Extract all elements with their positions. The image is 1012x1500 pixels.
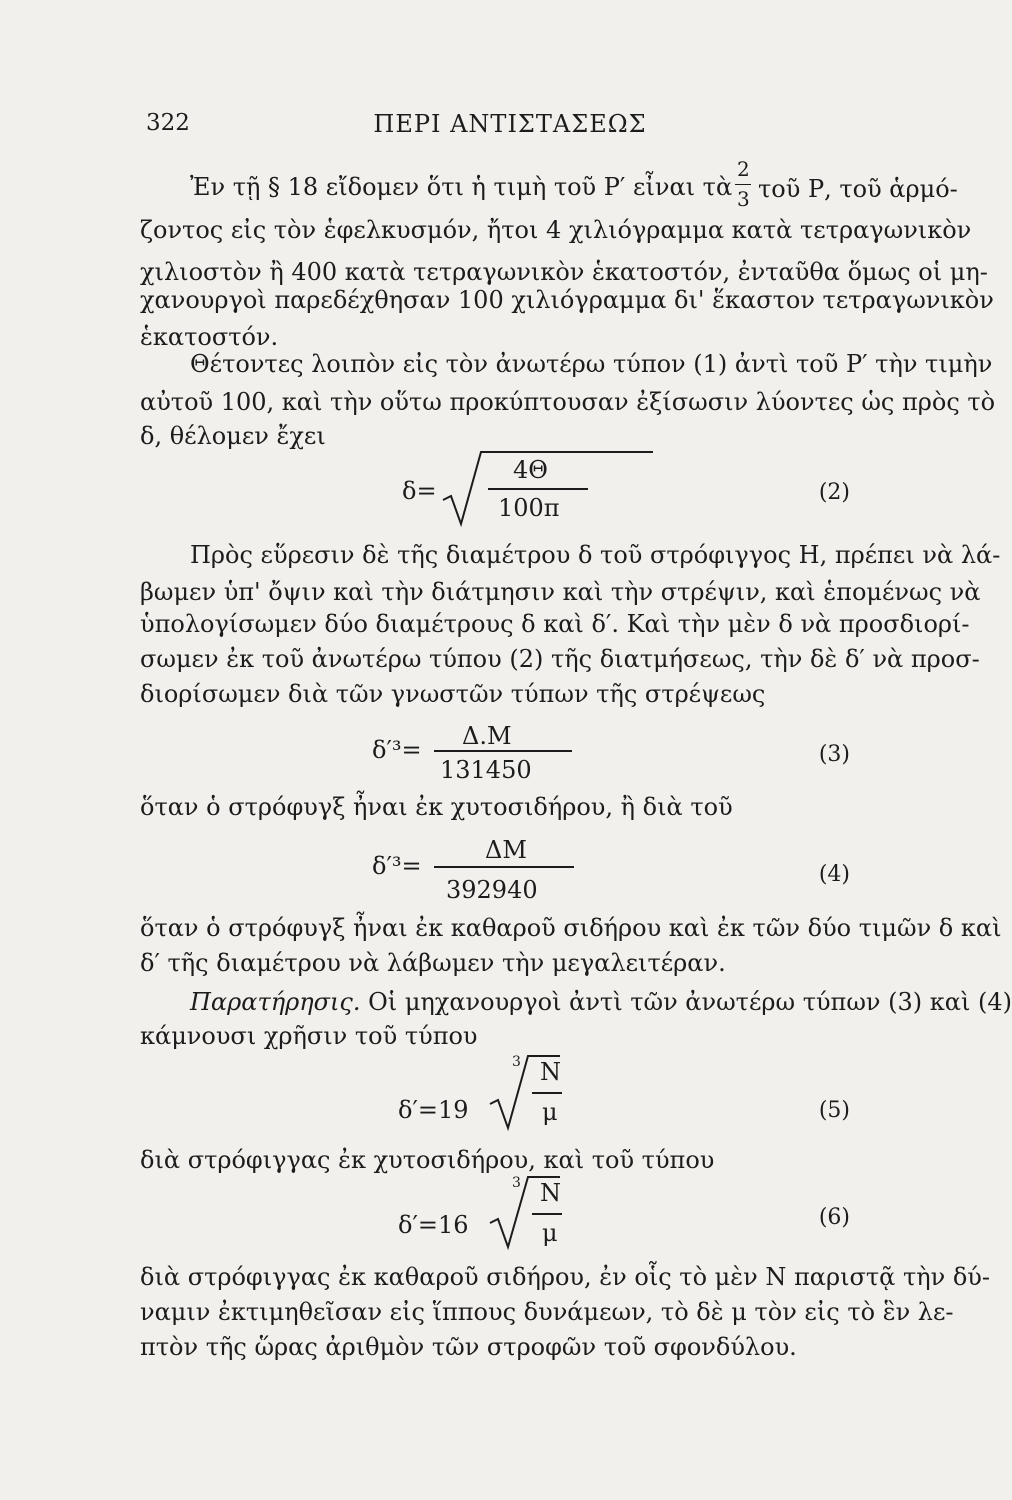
paragraph1-line5: ἑκατοστόν. — [140, 323, 279, 351]
formula6-root-index: 3 — [512, 1175, 521, 1191]
page-number: 322 — [146, 110, 190, 136]
formula-3 — [140, 718, 880, 798]
formula5-denominator: μ — [542, 1098, 558, 1126]
formula4-numerator: ΔΜ — [485, 836, 527, 864]
paragraph3-line3: ὑπολογίσωμεν δύο διαμέτρους δ καὶ δ′. Καὶ τὴν μὲν δ νὰ προσδιορί- — [140, 610, 970, 638]
formula2-fraction-bar — [488, 488, 588, 490]
formula6-fraction-bar — [532, 1213, 562, 1215]
fraction-denominator: 3 — [737, 187, 750, 211]
formula4-fraction-bar — [434, 866, 574, 868]
line-after-formula3: ὅταν ὁ στρόφυγξ ἦναι ἐκ χυτοσιδήρου, ἢ διὰ τοῦ — [140, 793, 733, 821]
formula6-numerator: N — [540, 1179, 561, 1207]
fraction-numerator: 2 — [737, 157, 750, 181]
paragraph1-line1: Ἐν τῇ § 18 εἴδομεν ὅτι ἡ τιμὴ τοῦ Ρ′ εἶναι τὰ — [190, 173, 733, 201]
formula6-lhs: δ′=16 — [398, 1211, 469, 1239]
formula4-denominator: 392940 — [446, 876, 538, 904]
paragraph3-line2: βωμεν ὑπ' ὄψιν καὶ τὴν διάτμησιν καὶ τὴν στρέψιν, καὶ ἑπομένως νὰ — [140, 578, 981, 606]
formula4-lhs: δ′³= — [372, 852, 422, 880]
paragraph2-line1: Θέτοντες λοιπὸν εἰς τὸν ἀνωτέρω τύπον (1) ἀντὶ τοῦ Ρ′ τὴν τιμὴν — [190, 350, 993, 378]
paragraph1-line4: χανουργοὶ παρεδέχθησαν 100 χιλιόγραμμα δι' ἕκαστον τετραγωνικὸν — [140, 286, 994, 314]
paragraph6-line1: διὰ στρόφιγγας ἐκ καθαροῦ σιδήρου, ἐν οἷς τὸ μὲν Ν παριστᾷ τὴν δύ- — [140, 1263, 990, 1291]
formula6-denominator: μ — [542, 1219, 558, 1247]
paragraph4-line1: ὅταν ὁ στρόφυγξ ἦναι ἐκ καθαροῦ σιδήρου καὶ ἐκ τῶν δύο τιμῶν δ καὶ — [140, 914, 1002, 942]
formula5-numerator: N — [540, 1058, 561, 1086]
remark-label: Παρατήρησις. — [190, 988, 361, 1016]
paragraph5-line2: κάμνουσι χρῆσιν τοῦ τύπου — [140, 1022, 478, 1050]
paragraph3-line1: Πρὸς εὕρεσιν δὲ τῆς διαμέτρου δ τοῦ στρόφιγγος Η, πρέπει νὰ λά- — [190, 541, 1001, 569]
formula3-number: (3) — [818, 742, 850, 767]
formula5-lhs: δ′=19 — [398, 1096, 469, 1124]
paragraph1-line3: χιλιοστὸν ἢ 400 κατὰ τετραγωνικὸν ἑκατοστόν, ἐνταῦθα ὅμως οἱ μη- — [140, 258, 988, 286]
formula-2 — [140, 450, 880, 530]
formula5-number: (5) — [818, 1098, 850, 1123]
formula2-number: (2) — [818, 480, 850, 505]
paragraph2-line3: δ, θέλομεν ἔχει — [140, 422, 326, 450]
paragraph1-line1-tail: τοῦ Ρ, τοῦ ἁρμό- — [758, 175, 958, 203]
fraction-bar — [735, 184, 751, 185]
page-header — [140, 110, 880, 150]
formula2-denominator: 100π — [498, 494, 560, 522]
paragraph2-line2: αὐτοῦ 100, καὶ τὴν οὕτω προκύπτουσαν ἐξίσωσιν λύοντες ὡς πρὸς τὸ — [140, 388, 996, 416]
formula5-fraction-bar — [532, 1092, 562, 1094]
formula5-root-index: 3 — [512, 1054, 521, 1070]
paragraph3-line5: διορίσωμεν διὰ τῶν γνωστῶν τύπων τῆς στρέψεως — [140, 680, 766, 708]
formula-5 — [140, 1048, 880, 1138]
paragraph1-line2: ζοντος εἰς τὸν ἑφελκυσμόν, ἤτοι 4 χιλιόγραμμα κατὰ τετραγωνικὸν — [140, 216, 972, 244]
paragraph6-line2: ναμιν ἐκτιμηθεῖσαν εἰς ἵππους δυνάμεων, τὸ δὲ μ τὸν εἰς τὸ ἓν λε- — [140, 1298, 954, 1326]
radical-sign-icon — [443, 450, 503, 530]
formula6-number: (6) — [818, 1205, 850, 1230]
formula2-lhs: δ= — [402, 477, 437, 505]
running-title: ΠΕΡΙ ΑΝΤΙΣΤΑΣΕΩΣ — [373, 110, 647, 138]
formula3-numerator: Δ.Μ — [462, 722, 512, 750]
paragraph4-line2: δ′ τῆς διαμέτρου νὰ λάβωμεν τὴν μεγαλειτέραν. — [140, 949, 726, 977]
formula2-numerator: 4Θ — [513, 456, 548, 484]
formula3-fraction-bar — [434, 750, 572, 752]
paragraph5-line1: Παρατήρησις. Οἱ μηχανουργοὶ ἀντὶ τῶν ἀνωτέρω τύπων (3) καὶ (4) — [190, 988, 1012, 1016]
paragraph3-line4: σωμεν ἐκ τοῦ ἀνωτέρω τύπου (2) τῆς διατμήσεως, τὴν δὲ δ′ νὰ προσ- — [140, 645, 980, 673]
line-after-formula5: διὰ στρόφιγγας ἐκ χυτοσιδήρου, καὶ τοῦ τύπου — [140, 1146, 715, 1174]
formula-4 — [140, 830, 880, 910]
formula3-denominator: 131450 — [440, 756, 532, 784]
paragraph6-line3: πτὸν τῆς ὥρας ἀριθμὸν τῶν στροφῶν τοῦ σφονδύλου. — [140, 1333, 797, 1361]
formula-6 — [140, 1165, 880, 1260]
formula4-number: (4) — [818, 862, 850, 887]
formula3-lhs: δ′³= — [372, 736, 422, 764]
